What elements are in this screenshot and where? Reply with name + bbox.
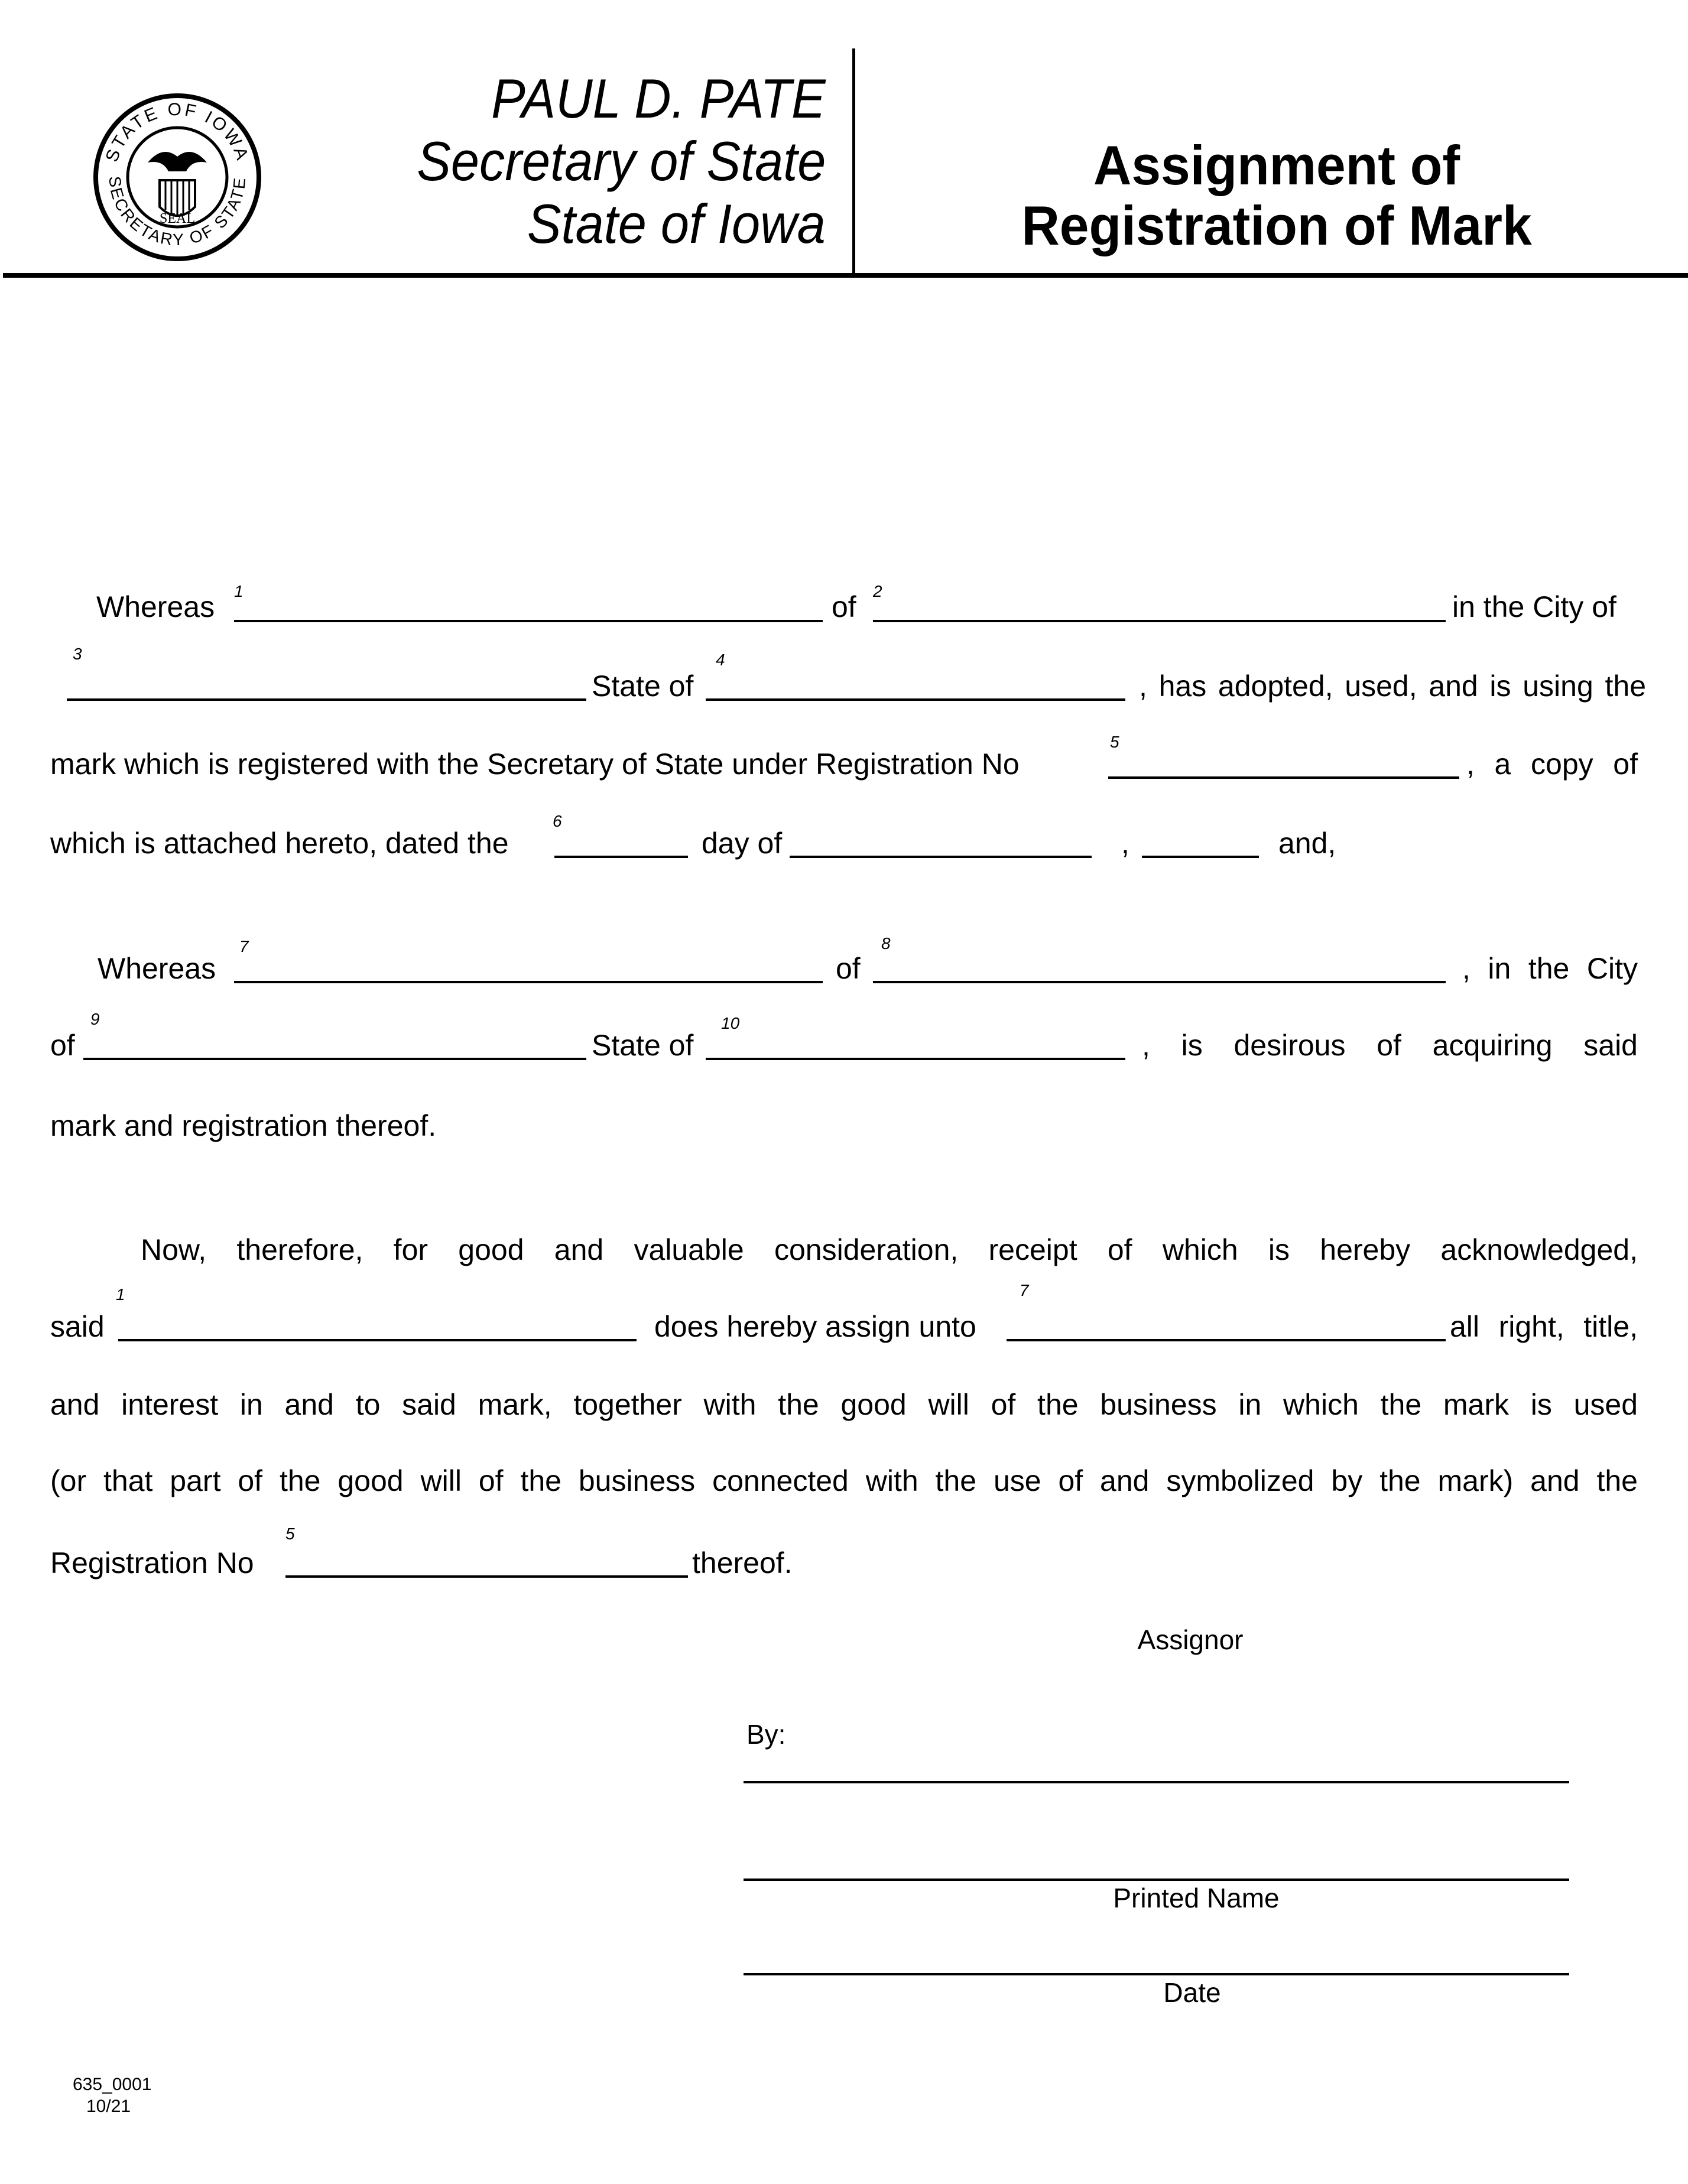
assignor-label: Assignor xyxy=(1137,1624,1244,1655)
form-title-line2: Registration of Mark xyxy=(1021,194,1532,256)
field-number: 6 xyxy=(553,812,562,830)
body-text: which is attached hereto, dated the xyxy=(50,827,509,860)
body-text: , is desirous of acquiring said xyxy=(1142,1029,1638,1062)
printed-name-field[interactable] xyxy=(744,1878,1569,1881)
whereas-label: Whereas xyxy=(98,952,216,985)
svg-text:STATE OF IOWA: STATE OF IOWA xyxy=(102,99,253,165)
field-number: 7 xyxy=(239,937,249,956)
field-number: 10 xyxy=(721,1014,740,1032)
form-title-line1: Assignment of xyxy=(1093,134,1460,196)
assignor-state-field[interactable] xyxy=(706,698,1125,701)
body-text: mark and registration thereof. xyxy=(50,1109,437,1142)
said-label: said xyxy=(50,1310,105,1343)
field-number: 5 xyxy=(285,1525,295,1543)
body-text: , a copy of xyxy=(1466,748,1638,781)
registration-number-field[interactable] xyxy=(1108,776,1459,779)
assignee-state-field[interactable] xyxy=(706,1058,1125,1060)
date-year-field[interactable] xyxy=(1142,856,1259,858)
body-text: (or that part of the good will of the business connected with the use of and symbolized by the mark) and the xyxy=(50,1464,1638,1497)
assignor-name-field[interactable] xyxy=(234,620,823,622)
of-label: of xyxy=(832,590,856,623)
assignee-city-field[interactable] xyxy=(83,1058,586,1060)
comma: , xyxy=(1121,827,1129,860)
body-text: Now, therefore, for good and valuable consideration, receipt of which is hereby acknowledged, xyxy=(141,1233,1638,1266)
seal-icon xyxy=(92,92,263,263)
state-of-label: State of xyxy=(592,1029,694,1062)
and-label: and, xyxy=(1278,827,1336,860)
by-label: By: xyxy=(746,1719,786,1750)
header-rule xyxy=(3,273,1688,278)
field-number: 1 xyxy=(116,1285,125,1304)
field-number: 2 xyxy=(873,582,882,600)
assignee-name-field-2[interactable] xyxy=(1007,1339,1446,1341)
date-month-field[interactable] xyxy=(790,856,1092,858)
field-number: 9 xyxy=(90,1010,100,1028)
city-label: , in the City xyxy=(1462,952,1638,985)
svg-text:SEAL: SEAL xyxy=(160,211,195,226)
city-label: in the City of xyxy=(1452,590,1616,623)
printed-name-label: Printed Name xyxy=(1113,1883,1280,1913)
body-text: does hereby assign unto xyxy=(654,1310,976,1343)
of-label: of xyxy=(836,952,861,985)
day-of-label: day of xyxy=(702,827,783,860)
assignor-city-field[interactable] xyxy=(67,698,586,701)
whereas-label: Whereas xyxy=(96,590,215,623)
header-vertical-divider xyxy=(852,48,855,275)
state-name: State of Iowa xyxy=(527,193,826,255)
date-field[interactable] xyxy=(744,1973,1569,1975)
form-revision: 10/21 xyxy=(86,2097,131,2116)
svg-text:SECRETARY OF STATE: SECRETARY OF STATE xyxy=(105,175,249,249)
signature-field[interactable] xyxy=(744,1781,1569,1783)
assignee-name-field[interactable] xyxy=(234,981,823,983)
official-title: Secretary of State xyxy=(416,130,826,192)
field-number: 3 xyxy=(73,645,82,663)
field-number: 7 xyxy=(1020,1281,1029,1299)
field-number: 8 xyxy=(881,934,891,953)
body-text: , has adopted, used, and is using the xyxy=(1139,670,1646,703)
body-text: thereof. xyxy=(692,1546,793,1580)
registration-no-label: Registration No xyxy=(50,1546,254,1580)
official-name: PAUL D. PATE xyxy=(491,67,826,129)
state-of-label: State of xyxy=(592,670,694,703)
field-number: 4 xyxy=(716,651,725,669)
date-day-field[interactable] xyxy=(554,856,688,858)
body-text: all right, title, xyxy=(1450,1310,1638,1343)
date-label: Date xyxy=(1163,1977,1221,2008)
form-number: 635_0001 xyxy=(73,2075,152,2094)
body-text: and interest in and to said mark, together with the good will of the business in which the mark is used xyxy=(50,1388,1638,1421)
of-label: of xyxy=(50,1029,75,1062)
assignor-name-field-2[interactable] xyxy=(118,1339,637,1341)
body-text: mark which is registered with the Secretary of State under Registration No xyxy=(50,748,1020,781)
assignor-address-field[interactable] xyxy=(873,620,1446,622)
state-seal xyxy=(92,92,263,263)
field-number: 1 xyxy=(234,582,244,600)
field-number: 5 xyxy=(1110,733,1119,751)
assignee-address-field[interactable] xyxy=(873,981,1446,983)
registration-number-field-2[interactable] xyxy=(285,1575,688,1578)
